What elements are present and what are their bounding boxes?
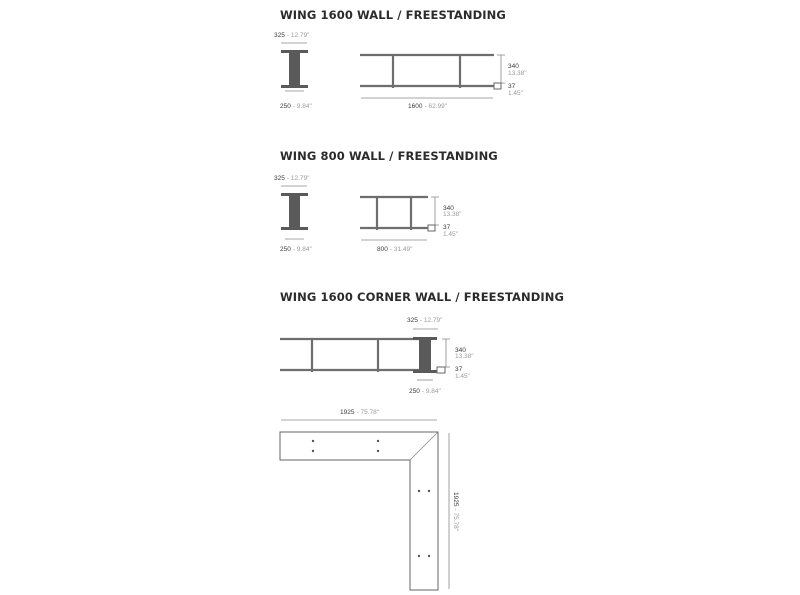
corner-elevation-view <box>280 317 474 395</box>
dim-depth-top-800: 325 - 12.79" <box>274 175 310 182</box>
dim-plan-width: 1925 - 75.78" <box>340 409 380 416</box>
dim-length-1600: 1600 - 62.99" <box>408 103 448 110</box>
dim-depth-top-corner: 325 - 12.79" <box>407 317 443 324</box>
dim-height-800-mm: 340 <box>443 205 454 212</box>
dim-base-800-mm: 37 <box>443 224 451 231</box>
dim-depth-base-800: 250 - 9.84" <box>280 246 312 253</box>
dim-height-mm: 340 <box>508 63 519 70</box>
dim-height-corner-in: 13.38" <box>455 353 474 360</box>
dim-base-height-mm: 37 <box>508 83 516 90</box>
corner-plan-view <box>280 409 459 590</box>
dim-height-800-in: 13.38" <box>443 211 462 218</box>
dim-base-height-in: 1.45" <box>508 90 523 97</box>
dim-length-800: 800 - 31.49" <box>377 246 413 253</box>
section-title-wing-1600-corner: WING 1600 CORNER WALL / FREESTANDING <box>280 290 565 304</box>
wing-1600-front-view <box>360 55 527 110</box>
section-title-wing-1600-wall: WING 1600 WALL / FREESTANDING <box>280 8 506 22</box>
dim-depth-top-mm: 325 - 12.79" <box>274 32 310 39</box>
dim-base-800-in: 1.45" <box>443 231 458 238</box>
dim-depth-base: 250 - 9.84" <box>280 103 312 110</box>
wing-800-side-view <box>274 175 312 253</box>
dim-base-corner-in: 1.45" <box>455 373 470 380</box>
section-title-wing-800-wall: WING 800 WALL / FREESTANDING <box>280 149 498 163</box>
wing-1600-side-view <box>274 32 312 110</box>
dim-depth-base-corner: 250 - 9.84" <box>409 388 441 395</box>
dim-height-corner-mm: 340 <box>455 347 466 354</box>
dim-base-corner-mm: 37 <box>455 366 463 373</box>
dim-height-in: 13.38" <box>508 70 527 77</box>
dim-plan-depth: 1925- 75.78" <box>452 492 459 532</box>
wing-800-front-view <box>360 197 462 253</box>
